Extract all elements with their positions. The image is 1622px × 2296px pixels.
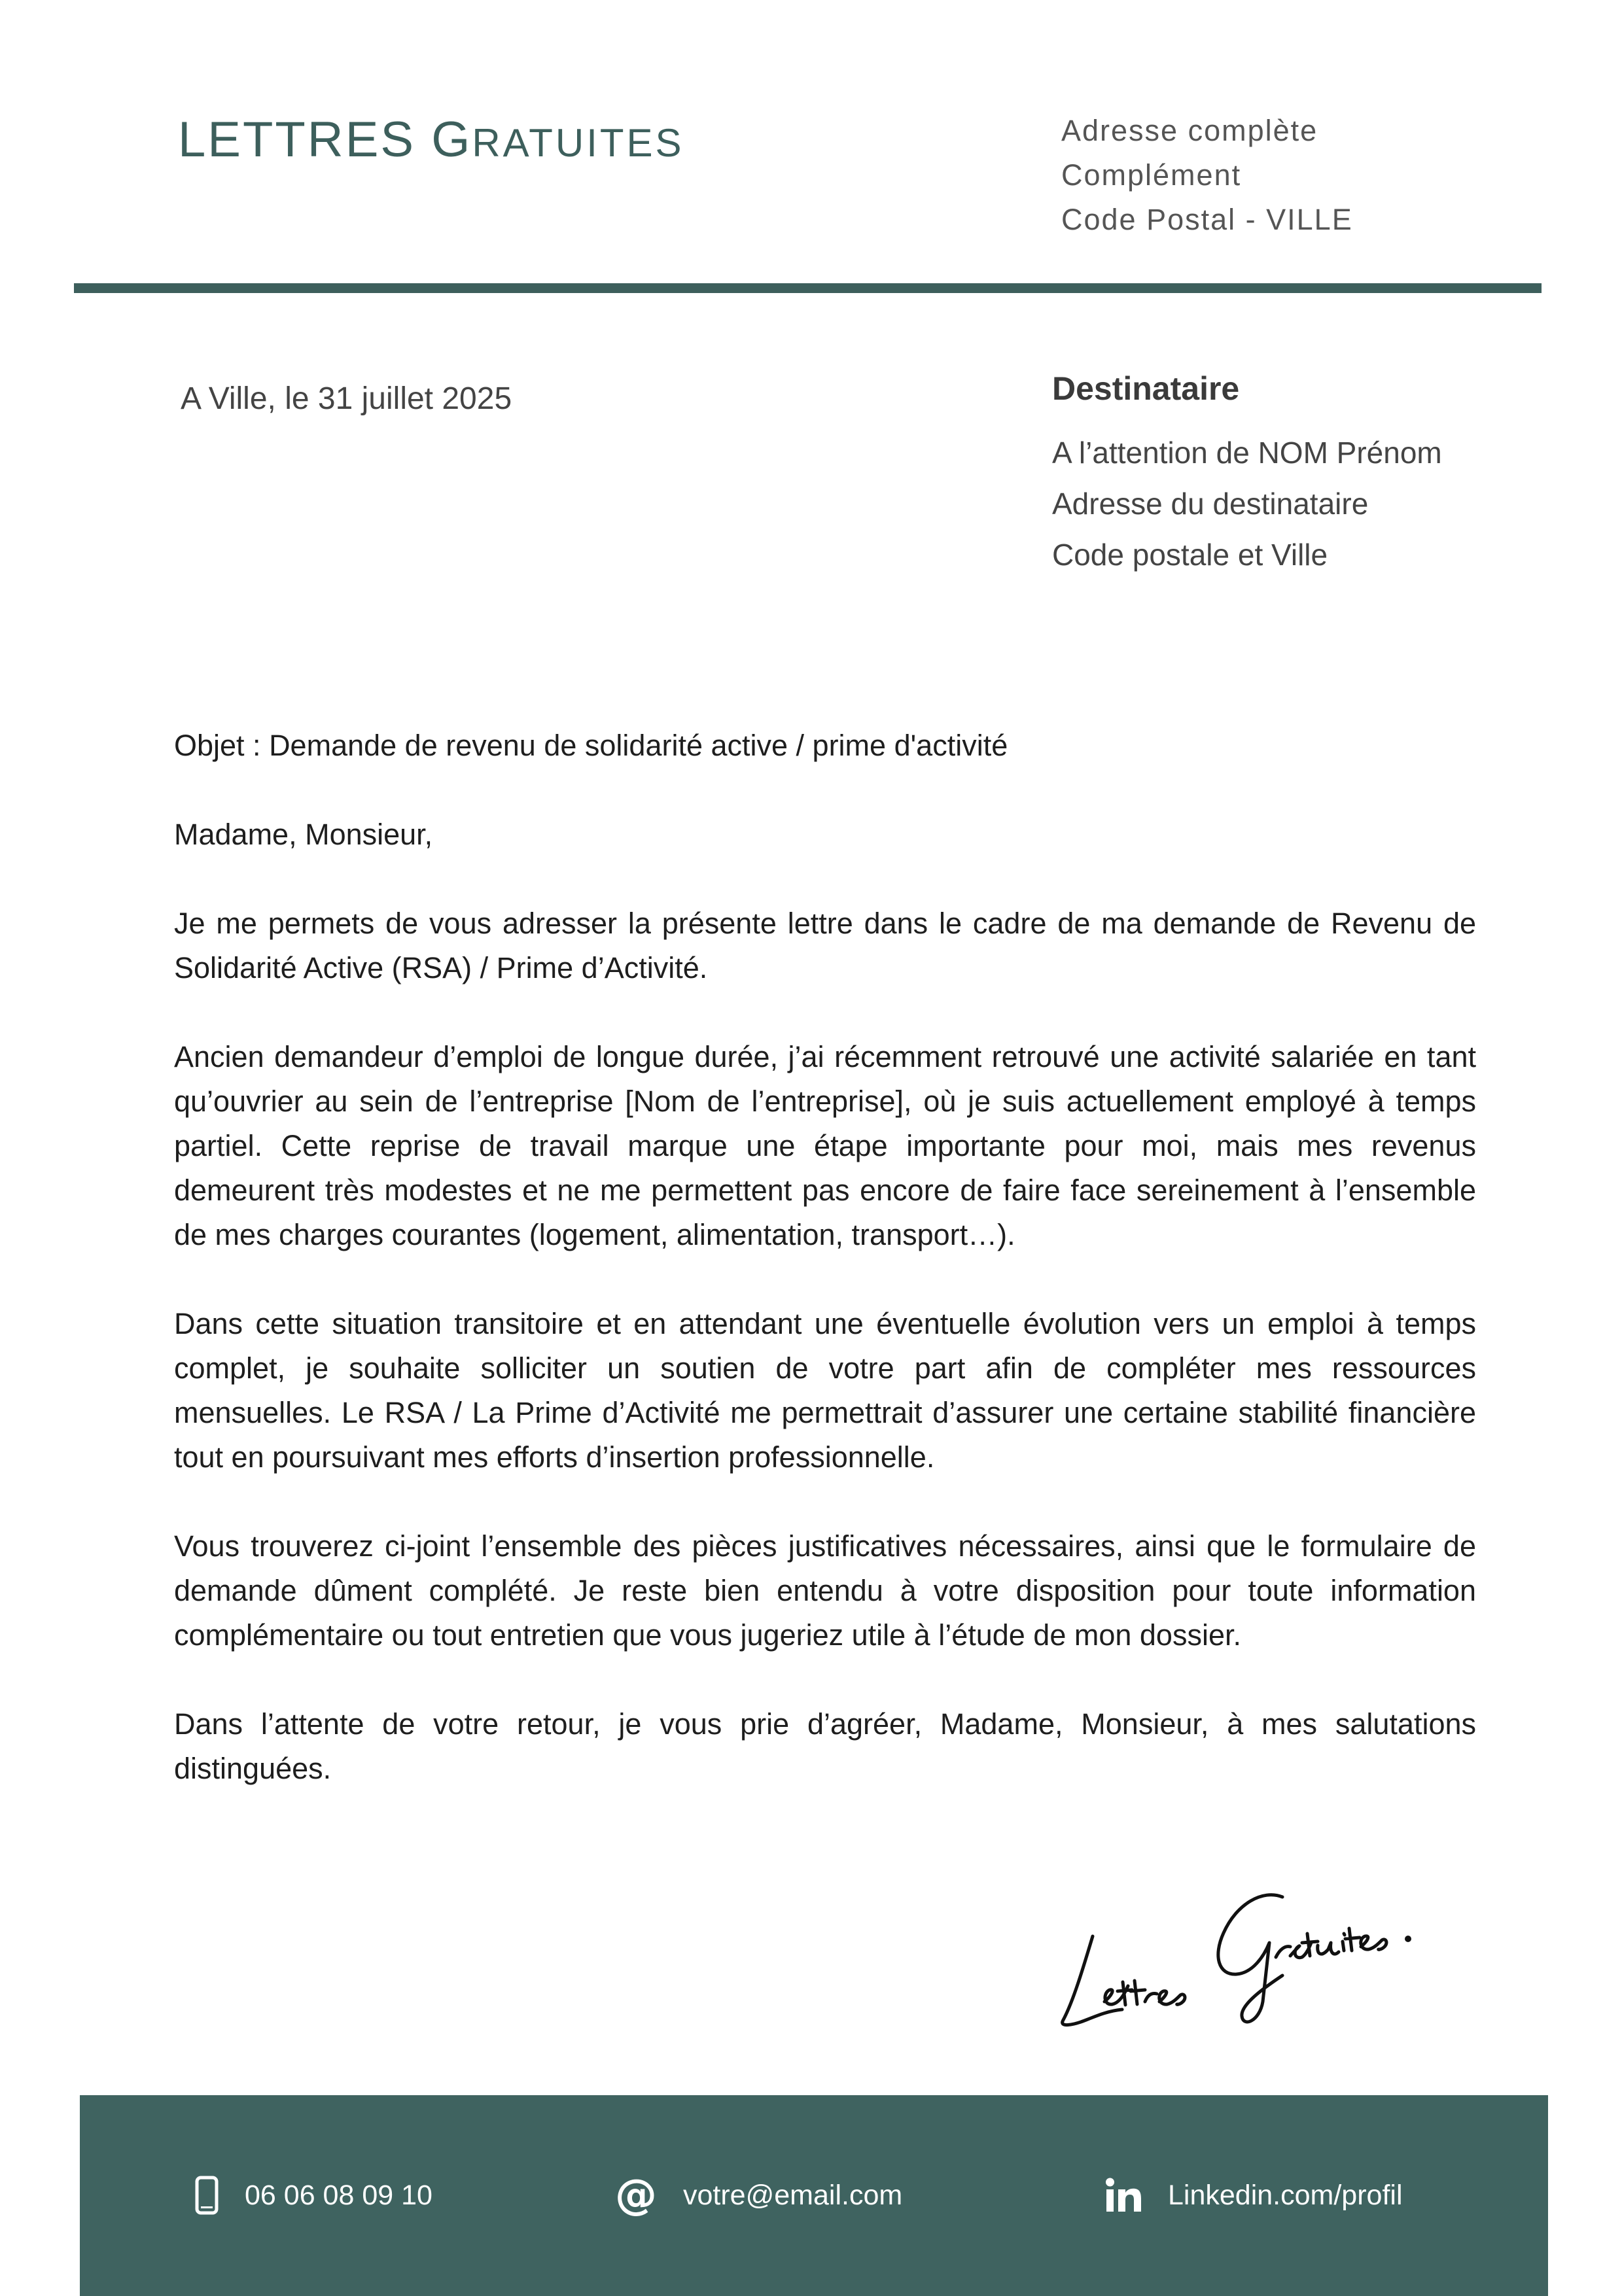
footer-linkedin[interactable] <box>1105 2169 1403 2221</box>
letter-paragraph: Vous trouverez ci-joint l’ensemble des pièces justificatives nécessaires, ainsi que le formulaire de demande dûment complété. Je reste bien entendu à votre disposition pour toute information complémentaire ou tout entretien que vous jugeriez utile à l’étude de mon dossier. <box>174 1529 1476 1652</box>
footer-email[interactable] <box>615 2169 902 2221</box>
brand-title <box>178 111 684 168</box>
letter-body <box>174 723 1476 1835</box>
recipient-line: Code postale et Ville <box>1052 538 1328 572</box>
footer-phone <box>195 2169 432 2221</box>
sender-address <box>1061 109 1353 242</box>
email-address[interactable]: votre@email.com <box>683 2179 903 2211</box>
letter-paragraph: Ancien demandeur d’emploi de longue durée, j’ai récemment retrouvé une activité salariée en tant qu’ouvrier au sein de l’entreprise [Nom de l’entreprise], où je suis actuellement employé à temps partiel. Cette reprise de travail marque une étape importante pour moi, mais mes revenus demeurent très modestes et ne me permettent pas encore de faire face sereinement à l’ensemble de mes charges courantes (logement, alimentation, transport…). <box>174 1040 1476 1251</box>
brand-title-main: LETTRES G <box>178 112 472 167</box>
linkedin-icon <box>1105 2178 1142 2213</box>
letter-paragraph: Je me permets de vous adresser la présente lettre dans le cadre de ma demande de Revenu de Solidarité Active (RSA) / Prime d’Activité. <box>174 907 1476 984</box>
sender-address-line: Complément <box>1061 158 1242 192</box>
letter-paragraph: Dans l’attente de votre retour, je vous prie d’agréer, Madame, Monsieur, à mes salutations distinguées. <box>174 1707 1476 1785</box>
linkedin-url[interactable]: Linkedin.com/profil <box>1168 2179 1403 2211</box>
phone-number: 06 06 08 09 10 <box>245 2179 432 2211</box>
letter-salutation: Madame, Monsieur, <box>174 818 433 851</box>
contact-footer <box>80 2095 1548 2296</box>
at-icon: @ <box>615 2171 657 2219</box>
header-divider <box>74 283 1542 293</box>
recipient-title: Destinataire <box>1052 370 1240 407</box>
recipient-line: Adresse du destinataire <box>1052 487 1369 521</box>
letter-subject: Objet : Demande de revenu de solidarité active / prime d'activité <box>174 729 1008 762</box>
sender-address-line: Code Postal - VILLE <box>1061 203 1353 236</box>
sender-address-line: Adresse complète <box>1061 114 1318 147</box>
brand-title-smallcaps: RATUITES <box>472 121 684 165</box>
phone-icon <box>195 2176 219 2215</box>
date-line: A Ville, le 31 juillet 2025 <box>181 381 512 416</box>
recipient-block <box>1052 370 1442 580</box>
letter-paragraph: Dans cette situation transitoire et en attendant une éventuelle évolution vers un emploi à temps complet, je souhaite solliciter un soutien de votre part afin de compléter mes ressources mensuelles. Le RSA / La Prime d’Activité me permettrait d’assurer une certaine stabilité financière tout en poursuivant mes efforts d’insertion professionnelle. <box>174 1307 1476 1474</box>
recipient-line: A l’attention de NOM Prénom <box>1052 436 1442 470</box>
signature-image <box>1047 1871 1426 2041</box>
